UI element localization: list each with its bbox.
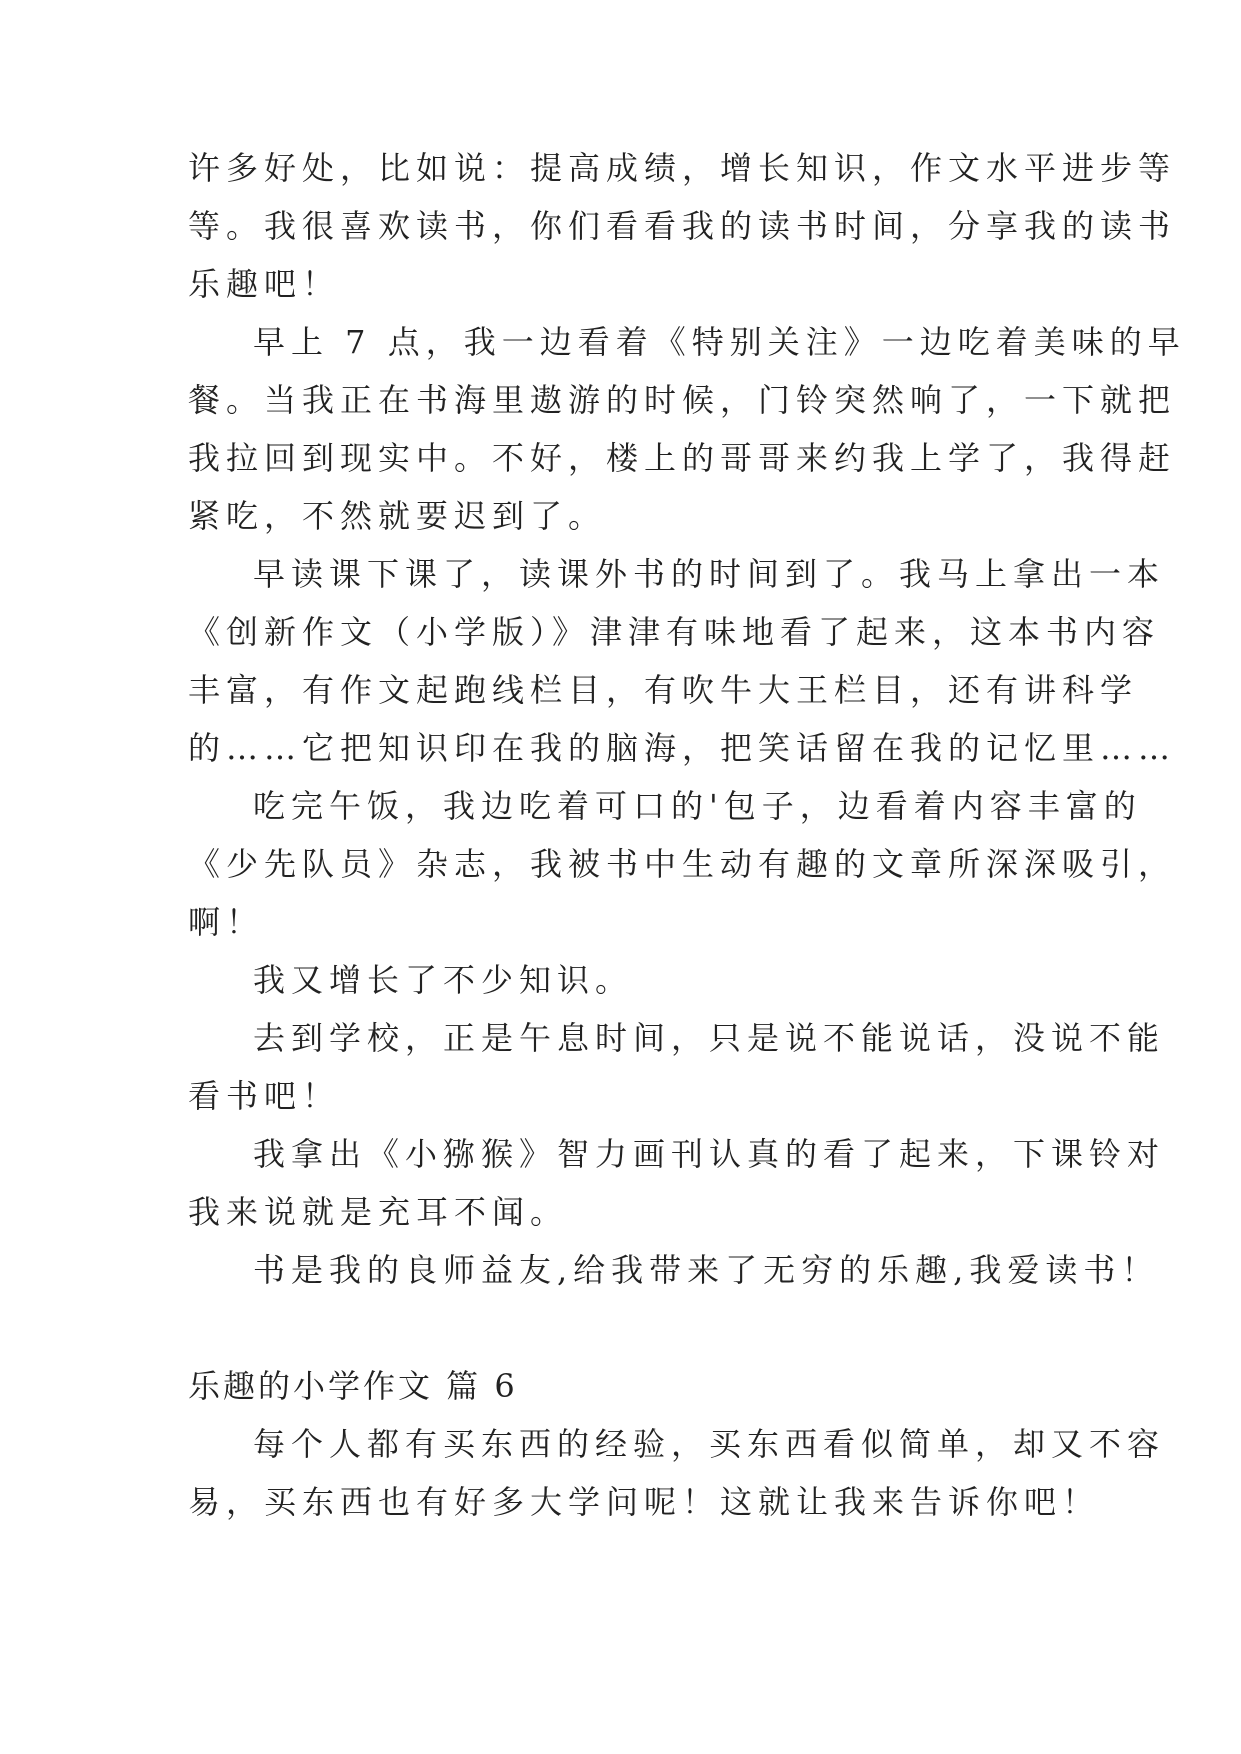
- paragraph-first-line: 每个人都有买东西的经验，买东西看似简单，却又不容: [253, 1425, 1166, 1463]
- text-line: 易，买东西也有好多大学问呢！这就让我来告诉你吧！: [188, 1483, 1101, 1521]
- paragraph-first-line: 去到学校，正是午息时间，只是说不能说话，没说不能: [253, 1019, 1166, 1057]
- text-line: 啊！: [188, 903, 265, 941]
- paragraph-first-line: 我又增长了不少知识。: [253, 961, 634, 999]
- text-line: 的……它把知识印在我的脑海，把笑话留在我的记忆里……: [188, 729, 1177, 767]
- text-line: 餐。当我正在书海里遨游的时候，门铃突然响了，一下就把: [188, 381, 1177, 419]
- text-line: 许多好处，比如说：提高成绩，增长知识，作文水平进步等: [188, 149, 1177, 187]
- text-line: 紧吃，不然就要迟到了。: [188, 497, 607, 535]
- paragraph-first-line: 早读课下课了，读课外书的时间到了。我马上拿出一本: [253, 555, 1166, 593]
- text-line: 《创新作文（小学版）》津津有味地看了起来，这本书内容: [188, 613, 1161, 651]
- text-line: 我来说就是充耳不闻。: [188, 1193, 569, 1231]
- paragraph-first-line: 吃完午饭，我边吃着可口的'包子，边看着内容丰富的: [253, 787, 1142, 825]
- section-heading: 乐趣的小学作文 篇 6: [188, 1367, 518, 1405]
- paragraph-first-line: 书是我的良师益友,给我带来了无穷的乐趣,我爱读书！: [253, 1251, 1160, 1289]
- paragraph-first-line: 我拿出《小猕猴》智力画刊认真的看了起来，下课铃对: [253, 1135, 1166, 1173]
- paragraph-first-line: 早上 7 点，我一边看着《特别关注》一边吃着美味的早: [253, 323, 1186, 361]
- text-line: 看书吧！: [188, 1077, 341, 1115]
- text-line: 等。我很喜欢读书，你们看看我的读书时间，分享我的读书: [188, 207, 1177, 245]
- text-line: 《少先队员》杂志，我被书中生动有趣的文章所深深吸引，: [188, 845, 1177, 883]
- text-line: 丰富，有作文起跑线栏目，有吹牛大王栏目，还有讲科学: [188, 671, 1139, 709]
- text-line: 我拉回到现实中。不好，楼上的哥哥来约我上学了，我得赶: [188, 439, 1177, 477]
- text-line: 乐趣吧！: [188, 265, 341, 303]
